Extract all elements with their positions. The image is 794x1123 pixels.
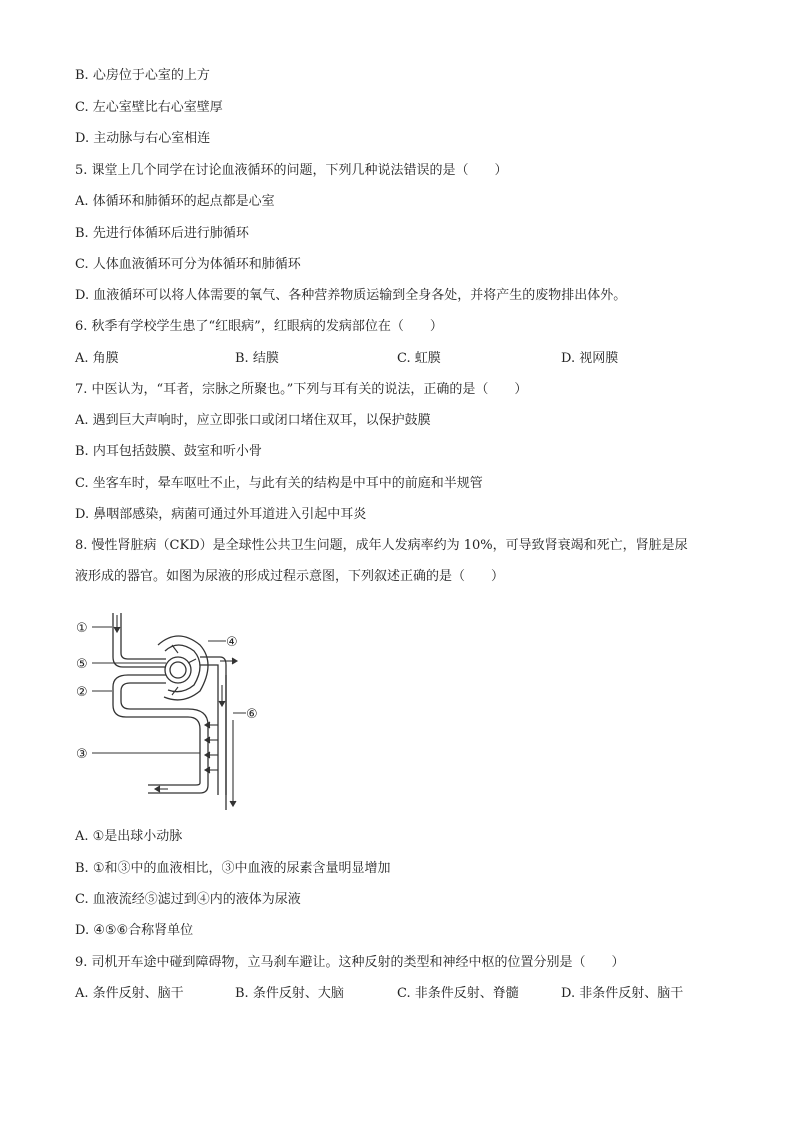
q7-option-d: D. 鼻咽部感染，病菌可通过外耳道进入引起中耳炎 bbox=[75, 507, 367, 522]
label-1: ① bbox=[76, 621, 88, 636]
q9-stem: 9. 司机开车途中碰到障碍物，立马刹车避让。这种反射的类型和神经中枢的位置分别是（ ） bbox=[75, 955, 625, 970]
label-2: ② bbox=[76, 685, 88, 700]
q5-option-c: C. 人体血液循环可分为体循环和肺循环 bbox=[75, 257, 301, 272]
q4-option-c: C. 左心室壁比右心室壁厚 bbox=[75, 100, 223, 115]
q8-stem-line1: 8. 慢性肾脏病（CKD）是全球性公共卫生问题，成年人发病率约为 10%，可导致肾衰竭和死亡，肾脏是尿 bbox=[75, 538, 688, 553]
q5-stem: 5. 课堂上几个同学在讨论血液循环的问题，下列几种说法错误的是（ ） bbox=[75, 163, 508, 178]
q5-option-d: D. 血液循环可以将人体需要的氧气、各种营养物质运输到全身各处，并将产生的废物排出体外。 bbox=[75, 288, 627, 303]
label-4: ④ bbox=[226, 635, 238, 650]
label-5: ⑤ bbox=[76, 657, 88, 672]
q6-option-a: A. 角膜 bbox=[75, 351, 119, 366]
q4-option-d: D. 主动脉与右心室相连 bbox=[75, 131, 211, 146]
q6-option-c: C. 虹膜 bbox=[397, 351, 441, 366]
label-3: ③ bbox=[76, 747, 88, 762]
q5-option-a: A. 体循环和肺循环的起点都是心室 bbox=[75, 194, 275, 209]
label-6: ⑥ bbox=[246, 707, 258, 722]
nephron-diagram bbox=[68, 605, 278, 820]
glomerulus bbox=[165, 657, 191, 683]
efferent-arteriole bbox=[113, 675, 188, 717]
q9-option-d: D. 非条件反射、脑干 bbox=[561, 986, 684, 1001]
q8-stem-line2: 液形成的器官。如图为尿液的形成过程示意图，下列叙述正确的是（ ） bbox=[75, 569, 505, 584]
q8-option-c: C. 血液流经⑤滤过到④内的液体为尿液 bbox=[75, 892, 301, 907]
q4-option-b: B. 心房位于心室的上方 bbox=[75, 68, 210, 83]
q7-stem: 7. 中医认为，“耳者，宗脉之所聚也。”下列与耳有关的说法，正确的是（ ） bbox=[75, 382, 528, 397]
q7-option-a: A. 遇到巨大声响时，应立即张口或闭口堵住双耳，以保护鼓膜 bbox=[75, 413, 431, 428]
q8-option-d: D. ④⑤⑥合称肾单位 bbox=[75, 923, 194, 938]
q9-option-b: B. 条件反射、大脑 bbox=[235, 986, 344, 1001]
renal-tubule bbox=[200, 657, 226, 795]
q6-option-d: D. 视网膜 bbox=[561, 351, 619, 366]
q9-option-c: C. 非条件反射、脊髓 bbox=[397, 986, 519, 1001]
q6-stem: 6. 秋季有学校学生患了“红眼病”，红眼病的发病部位在（ ） bbox=[75, 319, 443, 334]
q9-option-a: A. 条件反射、脑干 bbox=[75, 986, 184, 1001]
q8-option-b: B. ①和③中的血液相比，③中血液的尿素含量明显增加 bbox=[75, 861, 391, 876]
q8-option-a: A. ①是出球小动脉 bbox=[75, 829, 183, 844]
q7-option-c: C. 坐客车时，晕车呕吐不止，与此有关的结构是中耳中的前庭和半规管 bbox=[75, 476, 483, 491]
q7-option-b: B. 内耳包括鼓膜、鼓室和听小骨 bbox=[75, 444, 262, 459]
q6-option-b: B. 结膜 bbox=[235, 351, 279, 366]
q5-option-b: B. 先进行体循环后进行肺循环 bbox=[75, 226, 249, 241]
